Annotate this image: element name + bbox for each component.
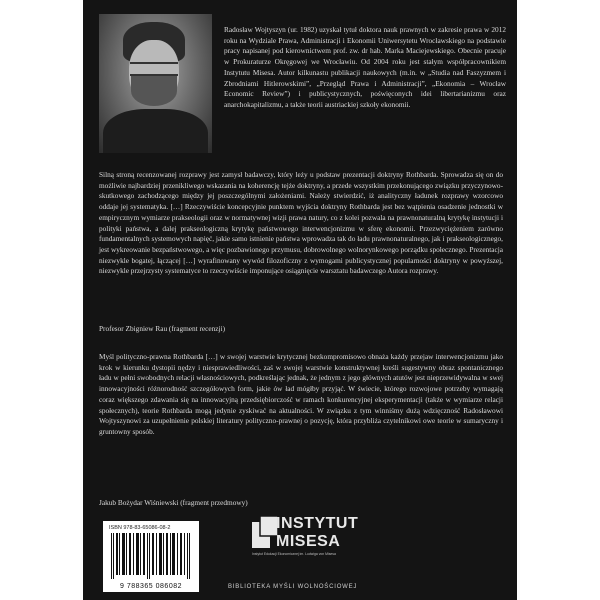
preface-excerpt: Myśl polityczno-prawna Rothbarda […] w swojej warstwie krytycznej bezkompromisowo obnaża każdy przejaw interwencjonizmu jako krok w kierunku dystopii nędzy i niesprawiedliwości, zaś w swojej warstwie konstruktywnej kreśli sugestywny obraz spontanicznego ładu w pełni swobodnych relacji własnościowych, podkreślając jednak, że jednym z jego głównych atutów jest nieprzewidywalna w swej innowacyjności różnorodność szczegółowych form, jakie ów ład mógłby przyjąć. W świecie, którego rozwojowe potrzeby wymagają coraz większego zdawania się na innowacyjną przedsiębiorczość w ramach konkurencyjnej eksperymentacji (także w wymiarze relacji społecznych), teorie Rothbarda mogą jedynie zyskiwać na aktualności. W związku z tym winniśmy dużą wdzięczność Radosławowi Wojtyszynowi za uzupełnienie polskiej literatury polityczno-prawnej o pozycję, która przybliża czytelnikowi owe teorie w sumaryczny i gruntowny sposób. [99,352,503,436]
logo-mark-icon [252,516,278,548]
logo-subtitle: Instytut Edukacji Ekonomicznej im. Ludwiga von Misesa [252,552,336,556]
publisher-logo [246,512,366,582]
review-signature: Profesor Zbigniew Rau (fragment recenzji) [99,324,226,333]
isbn-text: ISBN 978-83-65086-08-2 [109,525,171,531]
logo-text-line1: INSTYTUT [276,515,359,532]
preface-signature: Jakub Bożydar Wiśniewski (fragment przedmowy) [99,498,248,507]
review-excerpt: Silną stroną recenzowanej rozprawy jest zamysł badawczy, który leży u podstaw prezentacji doktryny Rothbarda. Sprowadza się on do możliwie najbardziej przenikliwego wskazania na koherencję tejże doktryny, a przede wszystkim przekonującego związku przyczynowo-skutkowego zachodzącego między jej poszczególnymi założeniami. Należy stwierdzić, iż analityczny ładunek rozprawy wzorcowo oddaje jej systematyka. […] Rzeczywiście koncepcyjnie punktem wyjścia doktryny Rothbarda jest bez wątpienia osadzenie jednostki w empirycznym wymiarze prakseologii oraz w normatywnej wizji prawa natury, co z kolei pozwala na prawnonaturalną krytykę instytucji i polityki państwa, a dalej prakseologiczną krytykę państwowego interwencjonizmu w sferę ekonomii. Przezwyciężeniem zarówno fundamentalnych systemowych napięć, jakie samo istnienie państwa wprowadza tak do ładu prawnonaturalnego, jak i prakseologicznego, jest wykreowanie bezpaństwowego, a więc pozbawionego przymusu, dobrowolnego wolnorynkowego porządku społecznego. Prezentacja niezwykle bogatej, łączącej […] wyrafinowany wywód filozoficzny z wymogami publicystycznej popularności doktryny w powyższej, niezwykle przejrzysty systematyce to rzeczywiście imponujące osiągnięcie warsztatu badawczego Autora rozprawy. [99,170,503,276]
logo-text-line2: MISESA [276,533,341,550]
barcode-number: 9 788365 086082 [120,583,182,590]
author-bio: Radosław Wojtyszyn (ur. 1982) uzyskał tytuł doktora nauk prawnych w zakresie prawa w 2012 roku na Wydziale Prawa, Administracji i Ekonomii Uniwersytetu Wrocławskiego na podstawie pracy napisanej pod kierownictwem prof. zw. dr hab. Marka Maciejewskiego. Obecnie pracuje w Prokuraturze Okręgowej we Wrocławiu. Od 2004 roku jest stałym współpracownikiem Instytutu Misesa. Autor kilkunastu publikacji naukowych (m.in. w „Studia nad Faszyzmem i Zbrodniami Hitlerowskimi”, „Przegląd Prawa i Administracji”, „Ekonomia – Wrocław Economic Review”) i publicystycznych, poświęconych idei libertarianizmu oraz anarchokapitalizmu, a także teorii austriackiej szkoły ekonomii. [224,25,506,109]
series-name: BIBLIOTEKA MYŚLI WOLNOŚCIOWEJ [228,584,358,590]
barcode-icon [109,533,193,579]
isbn-barcode [103,521,199,592]
back-cover [83,0,517,600]
author-photo [99,14,212,153]
